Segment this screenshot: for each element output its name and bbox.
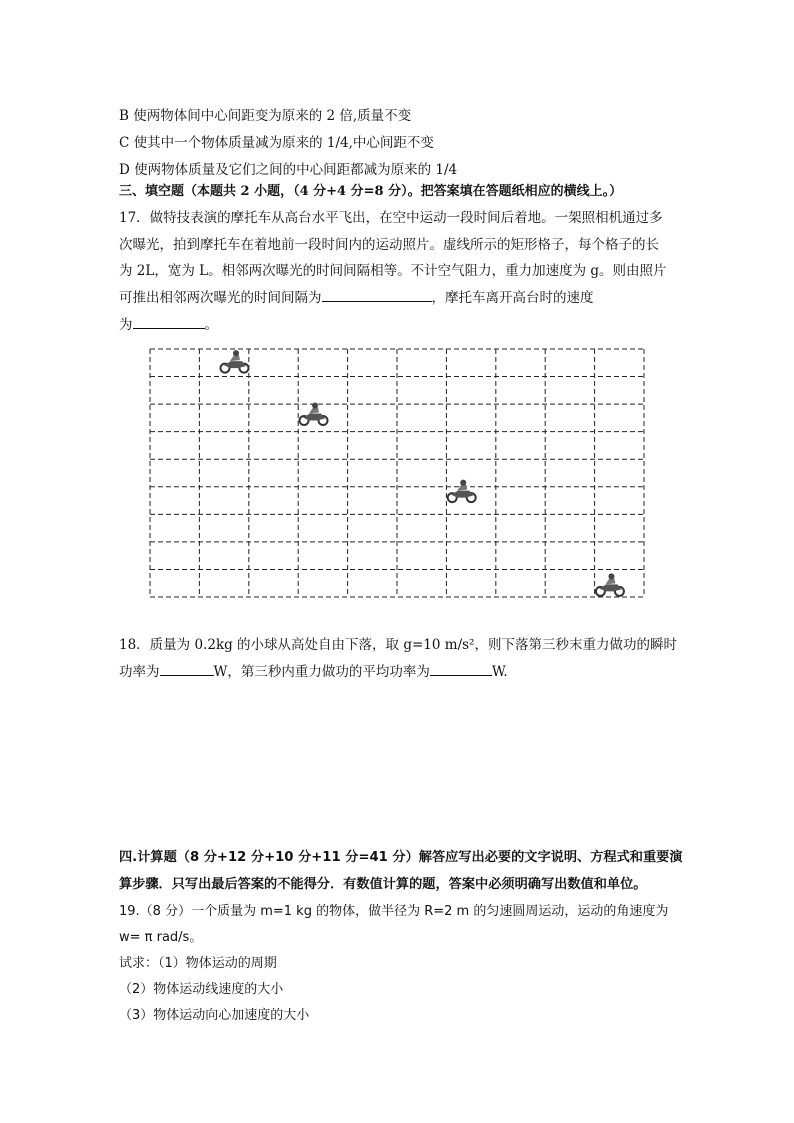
motorcycle-icon [220,350,248,373]
q19-line-2: w= π rad/s。 [119,930,203,945]
q18-line-1: 18．质量为 0.2kg 的小球从高处自由下落，取 g=10 m/s²，则下落第三秒末重力做功的瞬时 [119,637,677,653]
q17-answer-blank-2[interactable] [133,314,205,329]
option-c: C 使其中一个物体质量减为原来的 1/4,中心间距不变 [119,135,434,151]
q18-line-2-text: 功率为 [119,664,160,680]
q18-line-2-tail: W. [491,664,508,680]
q17-line-5-tail: 。 [204,317,218,333]
q18-answer-blank-2[interactable] [430,661,492,676]
q17-line-3: 为 2L，宽为 L。相邻两次曝光的时间间隔相等。不计空气阻力，重力加速度为 g。则由照片 [119,263,667,279]
q18-line-2 [119,660,508,680]
q17-answer-blank-1[interactable] [322,287,432,302]
q17-line-5-text: 为 [119,317,133,333]
option-b: B 使两物体间中心间距变为原来的 2 倍,质量不变 [119,108,412,124]
q19-line-5: （3）物体运动向心加速度的大小 [119,1008,310,1023]
q18-answer-blank-1[interactable] [160,661,214,676]
q17-line-1: 17．做特技表演的摩托车从高台水平飞出，在空中运动一段时间后着地。一架照相机通过多 [119,210,663,226]
q17-line-4 [119,286,594,306]
q17-line-4-text: 可推出相邻两次曝光的时间间隔为 [119,290,322,306]
q17-line-5 [119,313,218,333]
q17-line-2: 次曝光，拍到摩托车在着地前一段时间内的运动照片。虚线所示的矩形格子，每个格子的长 [119,237,659,253]
q18-line-2-mid: W，第三秒内重力做功的平均功率为 [213,664,430,680]
section-4-heading-line-1: 四.计算题（8 分+12 分+10 分+11 分=41 分）解答应写出必要的文字说明、方程式和重要演 [119,850,683,865]
q19-line-3: 试求：（1）物体运动的周期 [119,956,277,971]
option-d: D 使两物体质量及它们之间的中心间距都减为原来的 1/4 [119,162,458,178]
q17-line-4-tail: ，摩托车离开高台时的速度 [431,290,594,306]
section-3-heading: 三、填空题（本题共 2 小题，（4 分+4 分=8 分）。把答案填在答题纸相应的横线上。） [119,184,623,199]
motorcycle-icon [300,403,328,426]
motorcycle-icon [448,480,476,503]
motorcycle-photo-grid [148,347,648,599]
q19-line-4: （2）物体运动线速度的大小 [119,982,284,997]
q19-line-1: 19.（8 分）一个质量为 m=1 kg 的物体，做半径为 R=2 m 的匀速圆周运动，运动的角速度为 [119,904,669,919]
motorcycle-icon [596,573,624,596]
section-4-heading-line-2: 算步骤．只写出最后答案的不能得分．有数值计算的题，答案中必须明确写出数值和单位。 [119,877,647,892]
